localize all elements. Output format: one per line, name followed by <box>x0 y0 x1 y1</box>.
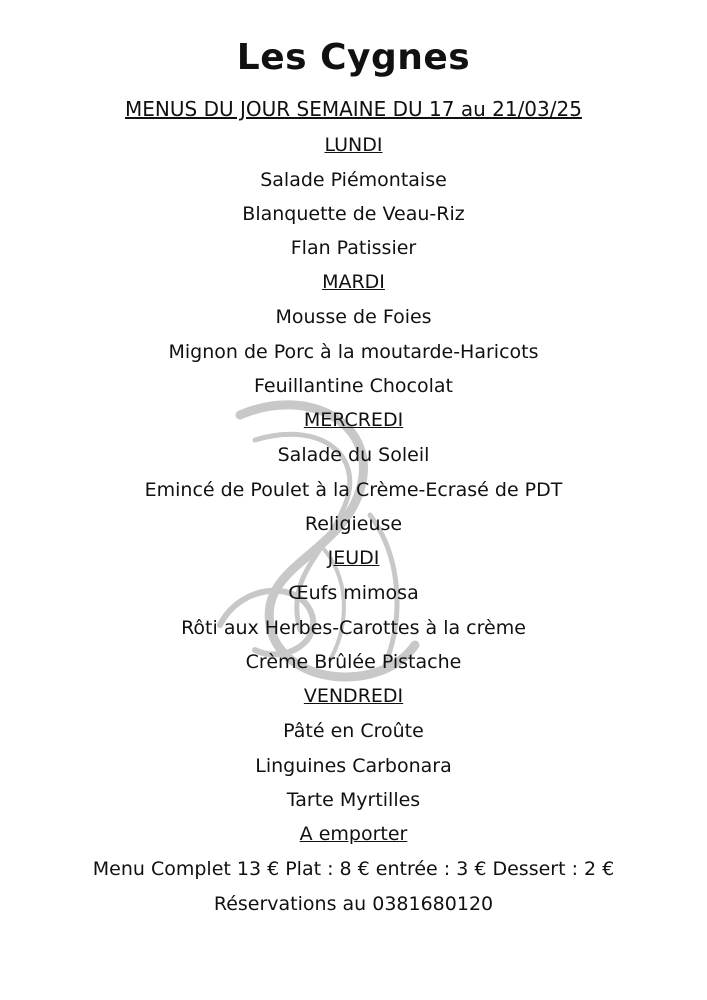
takeaway-prices: Menu Complet 13 € Plat : 8 € entrée : 3 € Dessert : 2 € <box>92 858 615 880</box>
day-heading-vendredi: VENDREDI <box>303 685 404 707</box>
dish-item: Salade Piémontaise <box>260 169 447 191</box>
dish-item: Mousse de Foies <box>275 306 432 328</box>
day-heading-mardi: MARDI <box>322 271 385 293</box>
dish-item: Religieuse <box>304 513 403 535</box>
dish-item: Blanquette de Veau-Riz <box>242 203 465 225</box>
day-heading-lundi: LUNDI <box>324 134 383 156</box>
dish-item: Crème Brûlée Pistache <box>245 651 462 673</box>
dish-item: Flan Patissier <box>290 237 417 259</box>
dish-item: Pâté en Croûte <box>283 720 424 742</box>
dish-item: Feuillantine Chocolat <box>253 375 454 397</box>
dish-item: Linguines Carbonara <box>255 755 452 777</box>
dish-item: Salade du Soleil <box>277 444 430 466</box>
day-heading-jeudi: JEUDI <box>327 547 380 569</box>
dish-item: Mignon de Porc à la moutarde-Haricots <box>168 341 539 363</box>
dish-item: Œufs mimosa <box>288 582 419 604</box>
dish-item: Rôti aux Herbes-Carottes à la crème <box>181 617 526 639</box>
takeaway-heading: A emporter <box>299 823 408 845</box>
dish-item: Tarte Myrtilles <box>286 789 421 811</box>
dish-item: Emincé de Poulet à la Crème-Ecrasé de PDT <box>144 479 563 501</box>
week-menu-header: MENUS DU JOUR SEMAINE DU 17 au 21/03/25 <box>125 97 582 121</box>
day-heading-mercredi: MERCREDI <box>303 409 404 431</box>
reservation-phone: Réservations au 0381680120 <box>213 893 494 915</box>
restaurant-title: Les Cygnes <box>236 37 471 78</box>
